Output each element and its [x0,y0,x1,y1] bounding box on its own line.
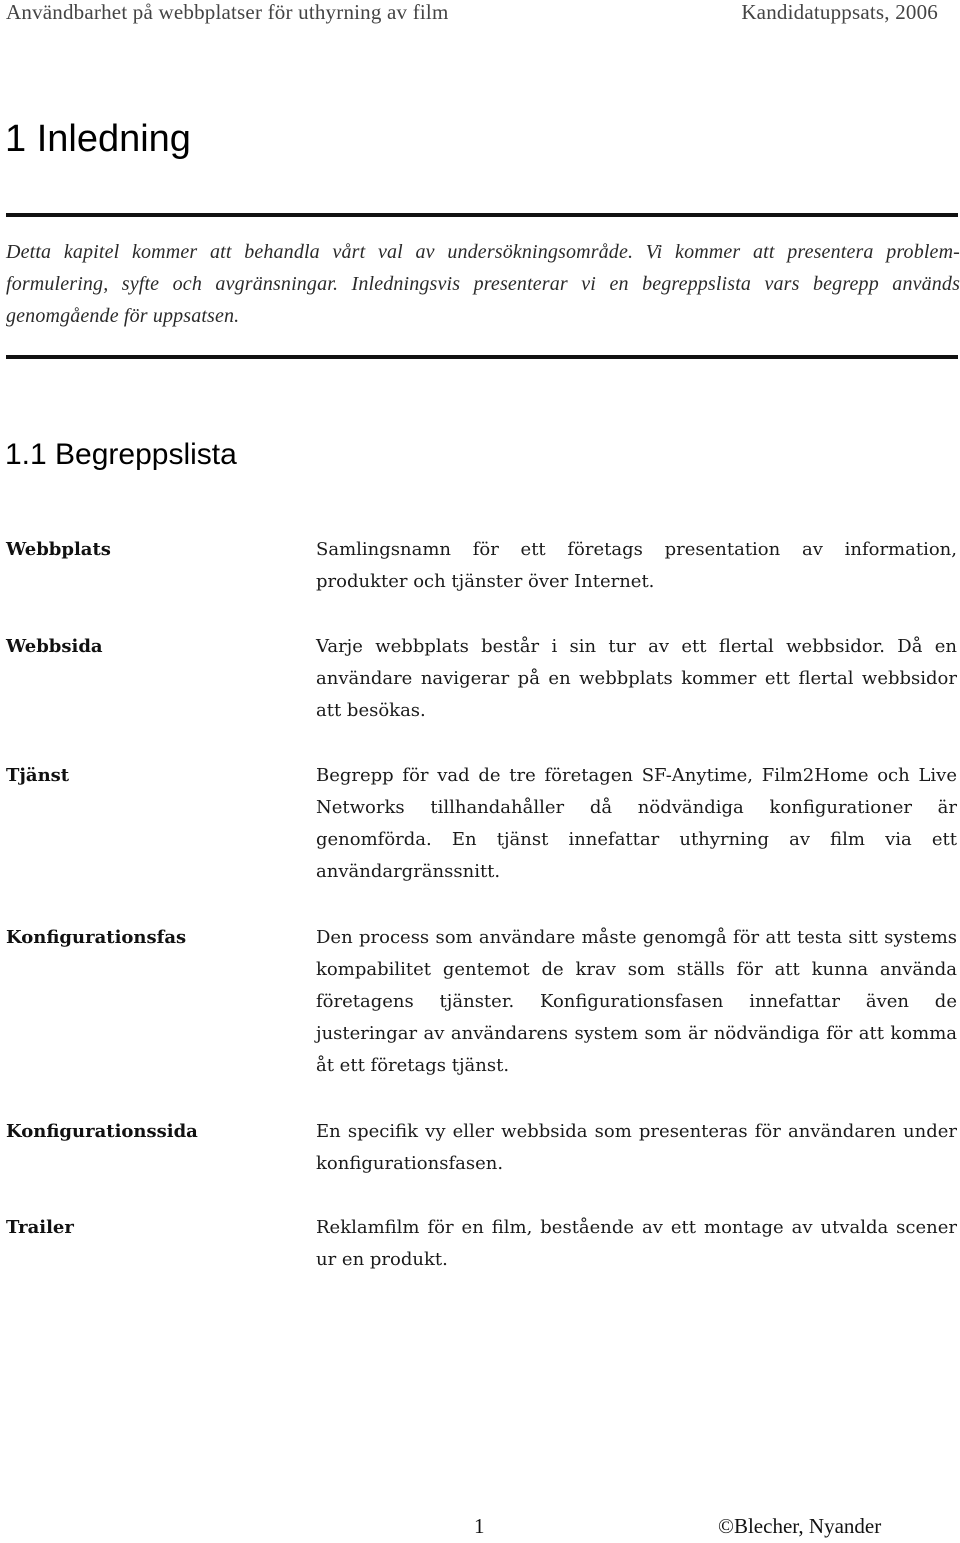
bottom-rule-divider [6,355,958,359]
glossary-definition-tjanst: Begrepp för vad de tre företagen SF-Anytime, Film2Home och Live Networks tillhandahåller då nödvändiga konfigurationer är genomförda. En tjänst innefattar uthyrning av film via ett användargränssnitt. [316,765,957,882]
glossary-definition-webbsida: Varje webbplats består i sin tur av ett flertal webbsidor. Då en användare navigerar på en webbplats kommer ett flertal webbsidor att besökas. [316,636,957,721]
glossary-definition-trailer: Reklamfilm för en film, bestående av ett montage av utvalda scener ur en produkt. [316,1217,957,1270]
glossary-definition-konfigurationsfas: Den process som användare måste genomgå för att testa sitt systems kompabilitet gentemot de krav som ställs för att kunna använda företagens tjänster. Konfigurationsfasen innefattar även de justeringar av användarens system som är nödvändiga för att komma åt ett företags tjänst. [316,927,957,1076]
glossary-definition-webbplats: Samlingsnamn för ett företags presentation av information, produkter och tjänster över Internet. [316,539,957,592]
chapter-title: 1 Inledning [5,118,191,160]
footer-credit: ©Blecher, Nyander [718,1514,882,1538]
glossary-term-webbplats: Webbplats [6,539,111,560]
glossary-term-tjanst: Tjänst [6,765,70,786]
page-number: 1 [474,1514,485,1538]
header-document-title: Användbarhet på webbplatser för uthyrning av film [6,0,449,24]
top-rule-divider [6,213,958,217]
chapter-intro: Detta kapitel kommer att behandla vårt val av undersökningsområde. Vi kommer att presentera problem-formulering, syfte och avgränsningar. Inledningsvis presenterar vi en begreppslista vars begrepp används genomgående för uppsatsen. [6,241,960,327]
glossary-term-konfigurationsfas: Konfigurationsfas [6,927,187,948]
running-header [6,0,938,26]
glossary-term-trailer: Trailer [6,1217,74,1238]
section-title: 1.1 Begreppslista [5,438,237,471]
glossary-term-konfigurationssida: Konfigurationssida [6,1121,198,1142]
glossary-term-webbsida: Webbsida [6,636,103,657]
glossary-definition-konfigurationssida: En specifik vy eller webbsida som presenteras för användaren under konfigurationsfasen. [316,1121,957,1174]
header-document-type: Kandidatuppsats, 2006 [741,0,938,24]
